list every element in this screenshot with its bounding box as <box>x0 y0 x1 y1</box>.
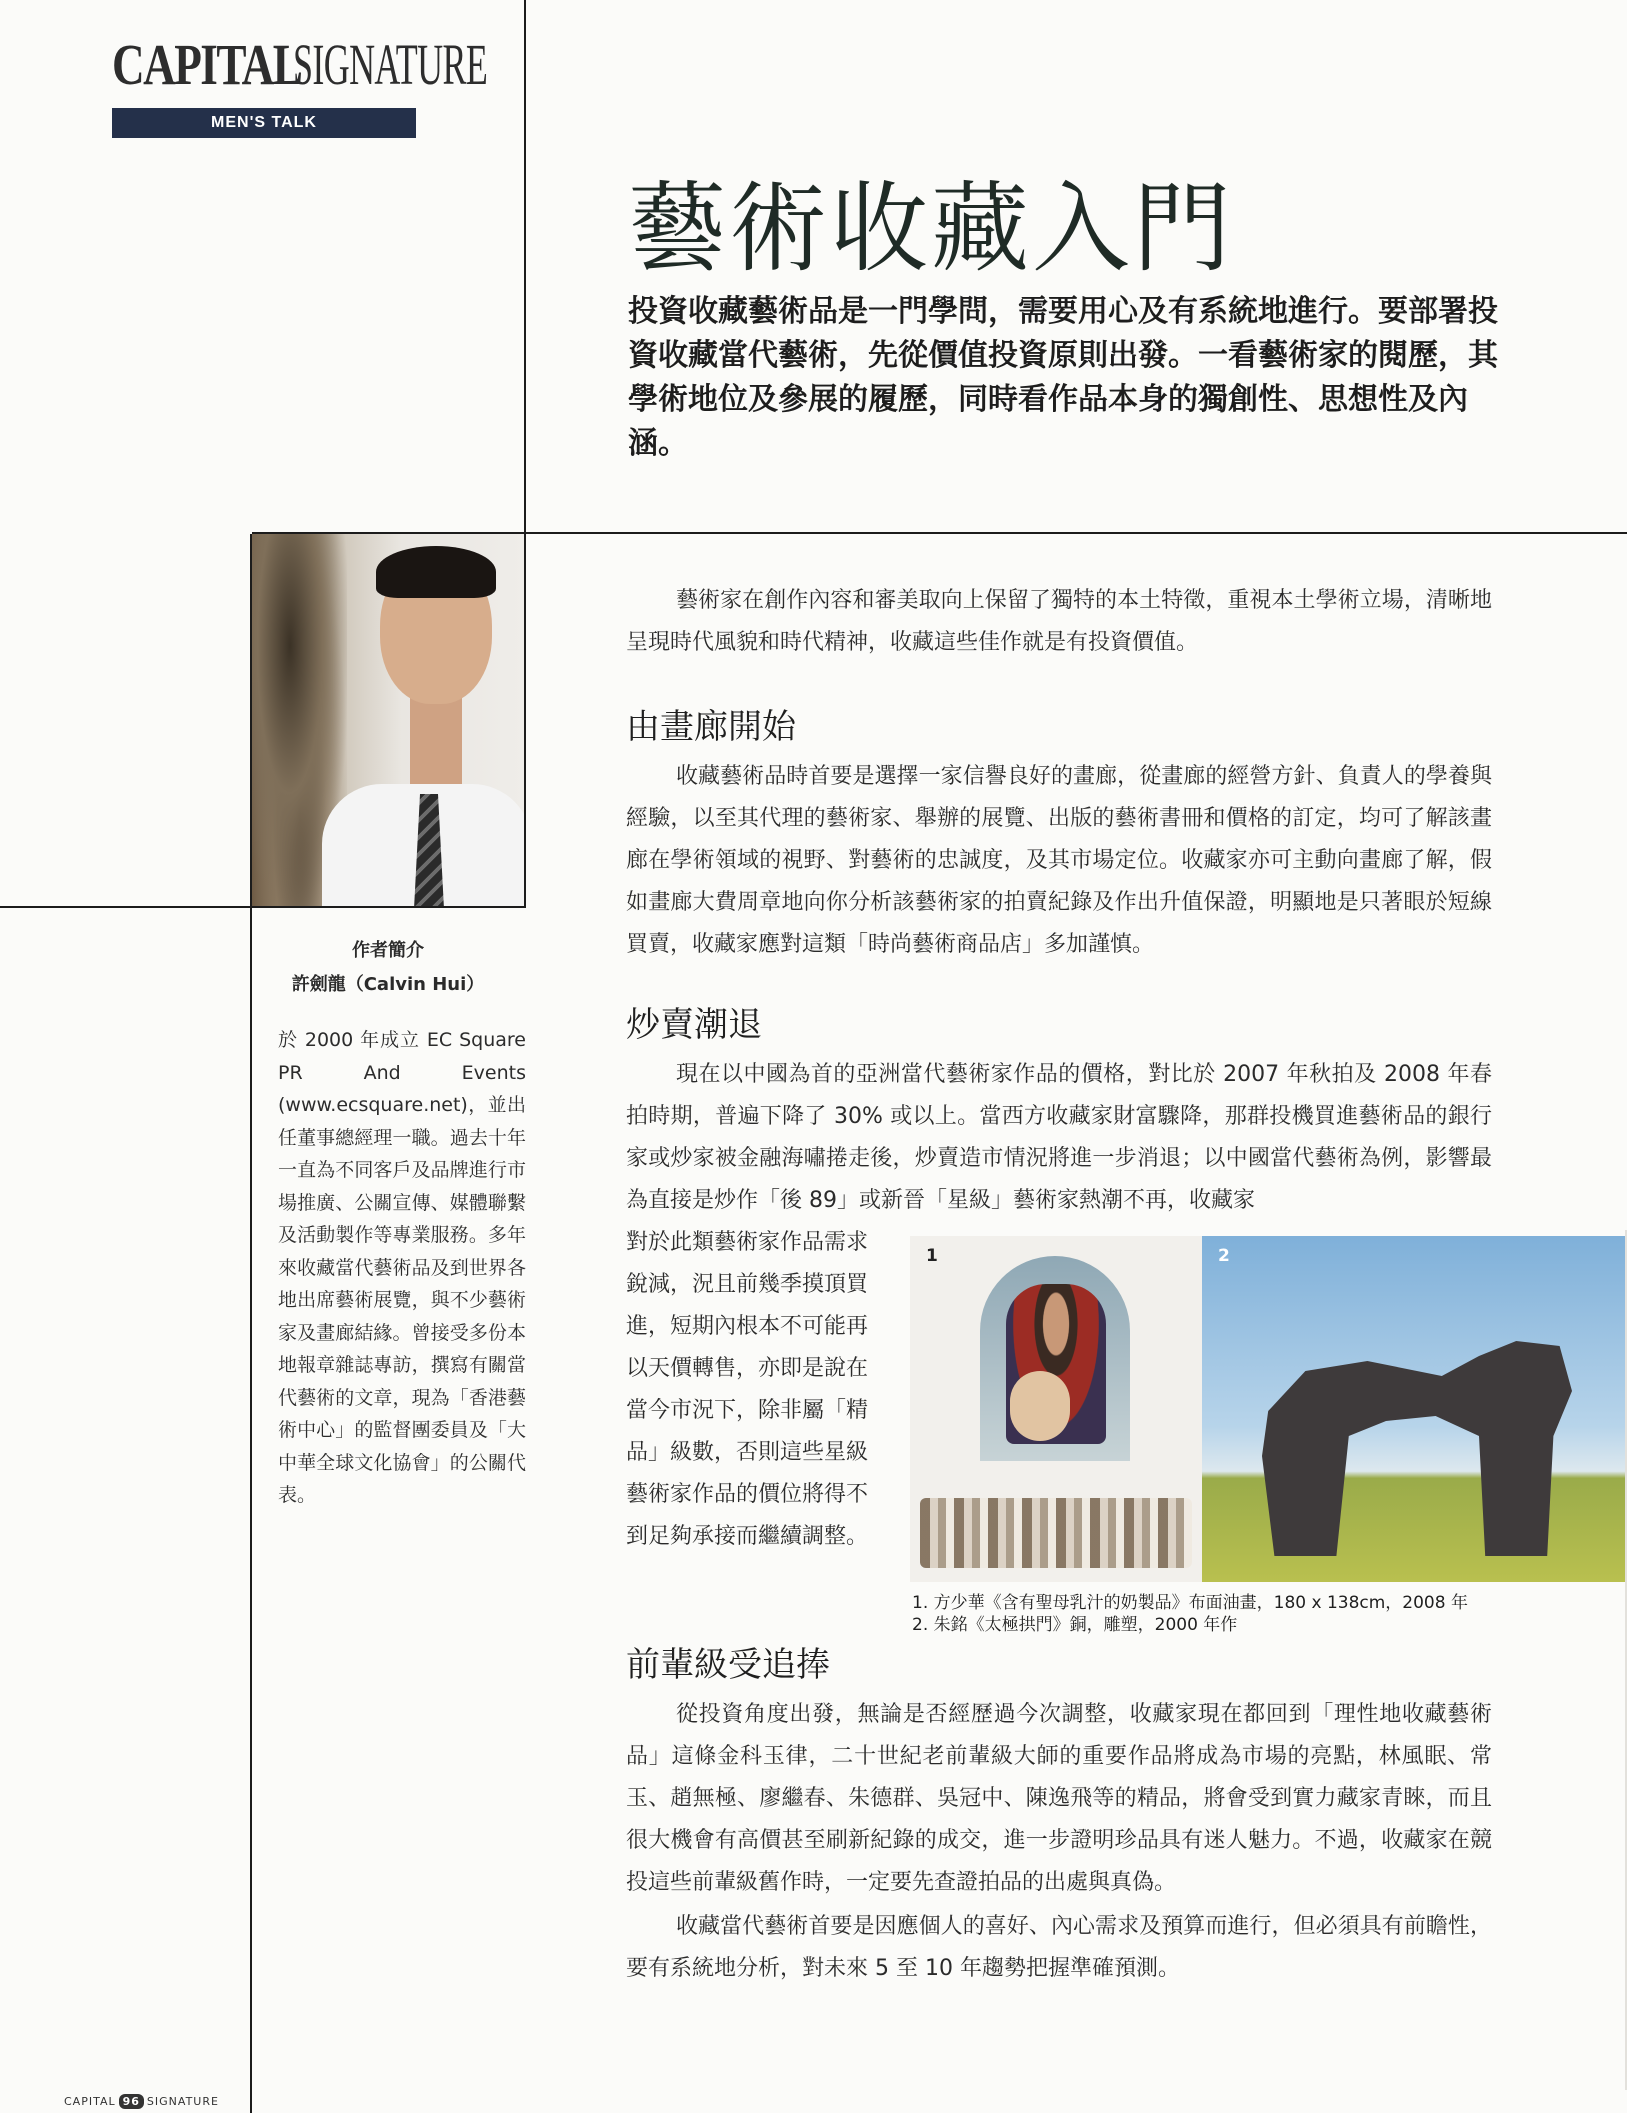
article-title: 藝術收藏入門 <box>628 172 1235 286</box>
footer-capital: CAPITAL <box>64 2095 116 2108</box>
section-heading-gallery: 由畫廊開始 <box>626 707 796 747</box>
photo-bottom-rule <box>0 906 526 908</box>
author-name: 許劍龍（Calvin Hui） <box>291 974 485 995</box>
author-label: 作者簡介 <box>352 940 424 961</box>
masthead-capital: CAPITAL <box>112 32 302 97</box>
figure-sculpture <box>1202 1236 1627 1582</box>
figure-number-2: 2 <box>1218 1246 1230 1266</box>
caption-2: 2. 朱銘《太極拱門》銅，雕塑，2000 年作 <box>912 1615 1238 1635</box>
section-body-masters-1: 從投資角度出發，無論是否經歷過今次調整，收藏家現在都回到「理性地收藏藝術品」這條金科玉律，二十世紀老前輩級大師的重要作品將成為市場的亮點，林風眠、常玉、趙無極、廖繼春、朱德群、吳冠中、陳逸飛等的精品，將會受到實力藏家青睞，而且很大機會有高價甚至刷新紀錄的成交，進一步證明珍品具有迷人魅力。不過，收藏家在競投這些前輩級舊作時，一定要先查證拍品的出處與真偽。 <box>626 1702 1492 1895</box>
painting-child <box>1010 1371 1070 1441</box>
painting-jars <box>920 1498 1192 1568</box>
section-body-speculation-narrow: 對於此類藝術家作品需求銳減，況且前幾季摸頂買進，短期內根本不可能再以天價轉售，亦即是說在當今市況下，除非屬「精品」級數，否則這些星級藝術家作品的價位將得不到足夠承接而繼續調整。 <box>626 1230 869 1549</box>
figure-caption <box>912 1592 1512 1636</box>
section-body-speculation: 現在以中國為首的亞洲當代藝術家作品的價格，對比於 2007 年秋拍及 2008 年春拍時期，普遍下降了 30% 或以上。當西方收藏家財富驟降，那群投機買進藝術品的銀行家或炒家被金融海嘯捲走後，炒賣造市情況將進一步消退；以中國當代藝術為例，影響最為直接是炒作「後 89」或新晉「星級」藝術家熱潮不再，收藏家 <box>626 1062 1492 1213</box>
section-body-masters-2: 收藏當代藝術首要是因應個人的喜好、內心需求及預算而進行，但必須具有前瞻性，要有系統地分析，對未來 5 至 10 年趨勢把握準確預測。 <box>626 1914 1492 1981</box>
section-body-gallery: 收藏藝術品時首要是選擇一家信譽良好的畫廊，從畫廊的經營方針、負責人的學養與經驗，以至其代理的藝術家、舉辦的展覽、出版的藝術書冊和價格的訂定，均可了解該畫廊在學術領域的視野、對藝術的忠誠度，及其市場定位。收藏家亦可主動向畫廊了解，假如畫廊大費周章地向你分析該藝術家的拍賣紀錄及作出升值保證，明顯地是只著眼於短線買賣，收藏家應對這類「時尚藝術商品店」多加謹慎。 <box>626 764 1492 957</box>
page-footer <box>64 2094 219 2109</box>
photo-neck <box>410 694 462 794</box>
author-photo <box>252 534 524 906</box>
footer-signature: SIGNATURE <box>146 2095 219 2108</box>
figure-number-1: 1 <box>926 1246 938 1266</box>
photo-right-rule <box>524 534 526 908</box>
photo-hair <box>376 546 496 598</box>
masthead-signature: SIGNATURE <box>292 32 487 97</box>
page-number: 96 <box>119 2094 144 2109</box>
section-label: MEN'S TALK <box>112 108 416 138</box>
caption-1: 1. 方少華《含有聖母乳汁的奶製品》布面油畫，180 x 138cm，2008 年 <box>912 1593 1468 1613</box>
author-heading <box>252 934 524 1002</box>
article-lede: 投資收藏藝術品是一門學問，需要用心及有系統地進行。要部署投資收藏當代藝術，先從價值投資原則出發。一看藝術家的閱歷，其學術地位及參展的履歷，同時看作品本身的獨創性、思想性及內涵。 <box>628 294 1498 461</box>
author-bio: 於 2000 年成立 EC Square PR And Events (www.ecsquare.net)，並出任董事總經理一職。過去十年一直為不同客戶及品牌進行市場推廣、公關宣傳、媒體聯繫及活動製作等專業服務。多年來收藏當代藝術品及到世界各地出席藝術展覽，與不少藝術家及畫廊結緣。曾接受多份本地報章雜誌專訪，撰寫有關當代藝術的文章，現為「香港藝術中心」的監督團委員及「大中華全球文化協會」的公關代表。 <box>278 1029 526 1506</box>
intro-paragraph: 藝術家在創作內容和審美取向上保留了獨特的本土特徵，重視本土學術立場，清晰地呈現時代風貌和時代精神，收藏這些佳作就是有投資價值。 <box>626 588 1492 655</box>
sculpture-arch <box>1262 1306 1572 1556</box>
section-heading-speculation: 炒賣潮退 <box>626 1005 762 1045</box>
section-heading-masters: 前輩級受追捧 <box>626 1645 830 1685</box>
figure-painting <box>910 1236 1202 1582</box>
masthead-logo <box>112 32 606 97</box>
